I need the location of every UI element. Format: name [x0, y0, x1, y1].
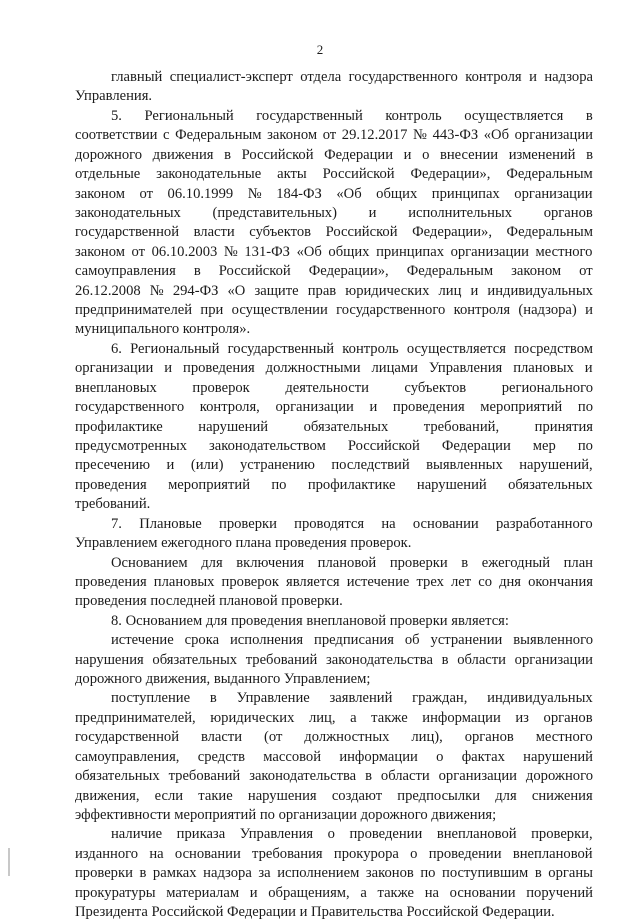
- text-line-content: государственной власти (от должностных лиц), органов местного: [75, 729, 593, 746]
- text-line: [75, 767, 593, 786]
- page-number: 2: [316, 42, 324, 57]
- text-line: [75, 806, 593, 825]
- text-line: [111, 612, 593, 631]
- text-line-content: требований.: [75, 496, 151, 513]
- text-line: [75, 418, 593, 437]
- text-line: [75, 398, 593, 417]
- text-line: [75, 320, 593, 339]
- text-line-content: пресечению и (или) устранению последствий выявленных нарушений,: [75, 457, 593, 474]
- text-line-content: отдельные законодательные акты Российской Федерации», Федеральным: [75, 166, 593, 183]
- text-line-content: истечение срока исполнения предписания об устранении выявленного: [111, 632, 593, 649]
- text-line-content: прокуратуры материалам и обращениям, а также на основании поручений: [75, 884, 593, 901]
- text-line-content: профилактике нарушений обязательных требований, принятия: [75, 418, 593, 435]
- text-line: [111, 68, 593, 87]
- text-line: [75, 845, 593, 864]
- text-line-content: проверки в рамках надзора за исполнением законов по поступившим в органы: [75, 865, 593, 882]
- text-line-content: соответствии с Федеральным законом от 29.12.2017 № 443-ФЗ «Об организации: [75, 127, 593, 144]
- text-line-content: проведения последней плановой проверки.: [75, 593, 343, 610]
- text-line-content: проведения плановых проверок является истечение трех лет со дня окончания: [75, 573, 593, 590]
- text-line: [75, 165, 593, 184]
- text-line: [75, 87, 593, 106]
- text-line: [75, 495, 593, 514]
- text-line-content: Президента Российской Федерации и Правительства Российской Федерации.: [75, 904, 555, 921]
- text-line: [111, 554, 593, 573]
- scan-margin-mark: [8, 848, 10, 876]
- text-line-content: предусмотренных законодательством Российской Федерации мер по: [75, 437, 593, 454]
- text-line: [75, 670, 593, 689]
- text-line-content: дорожного движения в Российской Федерации и о внесении изменений в: [75, 146, 593, 163]
- text-line-content: законом от 06.10.2003 № 131-ФЗ «Об общих принципах организации местного: [75, 243, 593, 260]
- text-line: [75, 359, 593, 378]
- text-line: [75, 592, 593, 611]
- text-line: [111, 515, 593, 534]
- text-line-content: нарушения обязательных требований законодательства в области организации: [75, 651, 593, 668]
- text-line-content: законодательных (представительных) и исполнительных органов: [75, 204, 593, 221]
- text-line-content: дорожного движения, выданного Управлением;: [75, 671, 371, 688]
- text-line: [75, 456, 593, 475]
- text-line: [75, 476, 593, 495]
- text-line-content: Управления.: [75, 88, 153, 105]
- text-line-content: Основанием для включения плановой проверки в ежегодный план: [111, 554, 593, 571]
- text-line-content: государственного контроля, организации и проведения мероприятий по: [75, 399, 593, 416]
- text-line-content: самоуправления, средств массовой информации о фактах нарушений: [75, 748, 593, 765]
- text-line: [75, 903, 593, 922]
- text-line: [111, 107, 593, 126]
- text-line-content: предпринимателей при осуществлении государственного контроля (надзора) и: [75, 302, 593, 319]
- text-line: [75, 204, 593, 223]
- text-line: [111, 631, 593, 650]
- text-line: [75, 262, 593, 281]
- text-line-content: 26.12.2008 № 294-ФЗ «О защите прав юридических лиц и индивидуальных: [75, 282, 593, 299]
- text-line: [75, 223, 593, 242]
- text-line-content: 6. Региональный государственный контроль осуществляется посредством: [111, 340, 593, 357]
- text-line: [75, 884, 593, 903]
- text-line-content: поступление в Управление заявлений граждан, индивидуальных: [111, 690, 593, 707]
- text-line: [75, 243, 593, 262]
- text-line: [75, 282, 593, 301]
- text-line: [75, 185, 593, 204]
- text-line-content: обязательных требований законодательства в области организации дорожного: [75, 768, 593, 785]
- text-line-content: 5. Региональный государственный контроль осуществляется в: [111, 107, 593, 124]
- text-line-content: организации и проведения должностными лицами Управления плановых и: [75, 360, 593, 377]
- text-line-content: государственной власти субъектов Российской Федерации», Федеральным: [75, 224, 593, 241]
- text-line: [75, 748, 593, 767]
- text-line: [75, 126, 593, 145]
- text-line: [75, 787, 593, 806]
- text-line-content: изданного на основании требования прокурора о проведении внеплановой: [75, 845, 593, 862]
- text-line-content: главный специалист-эксперт отдела государственного контроля и надзора: [111, 69, 593, 85]
- text-line: [75, 146, 593, 165]
- text-line-content: законом от 06.10.1999 № 184-ФЗ «Об общих принципах организации: [75, 185, 593, 202]
- text-line-content: 8. Основанием для проведения внеплановой проверки является:: [111, 612, 509, 629]
- text-line: [75, 301, 593, 320]
- text-line: [75, 728, 593, 747]
- text-line: [111, 340, 593, 359]
- text-line-content: муниципального контроля».: [75, 321, 251, 338]
- text-line: [75, 573, 593, 592]
- text-line-content: внеплановых проверок деятельности субъектов регионального: [75, 379, 593, 396]
- text-line-content: движения, если такие нарушения создают предпосылки для снижения: [75, 787, 593, 804]
- text-line: [111, 825, 593, 844]
- text-line: [75, 437, 593, 456]
- text-line: [111, 689, 593, 708]
- text-line: [75, 709, 593, 728]
- text-line-content: наличие приказа Управления о проведении внеплановой проверки,: [111, 826, 593, 843]
- text-line: [75, 379, 593, 398]
- text-line-content: самоуправления в Российской Федерации», Федеральным законом от: [75, 263, 593, 280]
- text-line: [75, 651, 593, 670]
- text-line-content: Управлением ежегодного плана проведения проверок.: [75, 535, 412, 552]
- text-line-content: 7. Плановые проверки проводятся на основании разработанного: [111, 515, 593, 532]
- text-line: [75, 864, 593, 883]
- text-line-content: эффективности мероприятий по организации дорожного движения;: [75, 806, 497, 823]
- text-line-content: проведения мероприятий по профилактике нарушений обязательных: [75, 476, 593, 493]
- text-line: [75, 534, 593, 553]
- text-line-content: предпринимателей, юридических лиц, а также информации из органов: [75, 709, 593, 726]
